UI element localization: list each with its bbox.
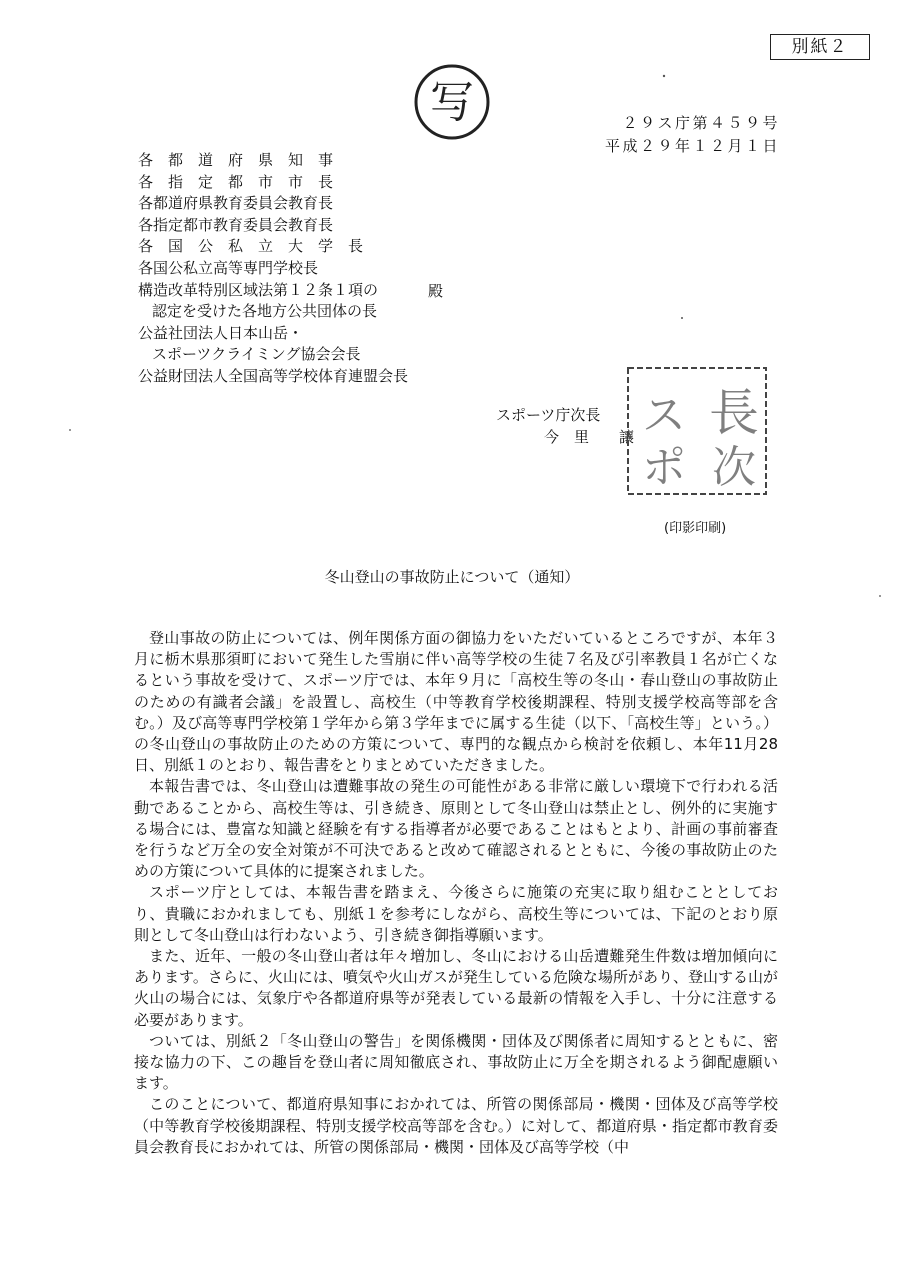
addressee-line: 各 都 道 府 県 知 事 (138, 151, 334, 169)
addressee-line: スポーツクライミング協会会長 (152, 345, 361, 364)
body-paragraph: 本報告書では、冬山登山は遭難事故の発生の可能性がある非常に厳しい環境下で行われる活動であることから、高校生等は、引き続き、原則として冬山登山は禁止とし、例外的に実施する場合には、豊富な知識と経験を有する指導者が必要であることはもとより、計画の事前審査を行うなど万全の安全対策が不可決であると改めて確認されるとともに、今後の事故防止のための方策について具体的に提案されました。 (134, 777, 778, 881)
addressee-line: 各指定都市教育委員会教育長 (138, 215, 334, 234)
addressee-line: 構造改革特別区域法第１２条１項の (138, 280, 379, 299)
addressee-line: 各 指 定 都 市 市 長 (138, 172, 334, 191)
body-paragraph: スポーツ庁としては、本報告書を踏まえ、今後さらに施策の充実に取り組むこととしており、貴職におかれましても、別紙１を参考にしながら、高校生等については、下記のとおり原則として冬山登山は行わないよう、引き続き御指導願います。 (134, 883, 778, 944)
seal-glyph: 次 (712, 442, 756, 493)
honorific: 殿 (428, 282, 444, 300)
seal-print-note: (印影印刷) (664, 521, 727, 536)
round-seal-stamp (412, 62, 492, 142)
sender-block (496, 404, 636, 448)
body-paragraph: 登山事故の防止については、例年関係方面の御協力をいただいているところですが、本年３月に栃木県那須町において発生した雪崩に伴い高等学校の生徒７名及び引率教員１名が亡くなるという事故を受けて、スポーツ庁では、本年９月に「高校生等の冬山・春山登山の事故防止のための有識者会議」を設置し、高校生（中等教育学校後期課程、特別支援学校高等部を含む。）及び高等専門学校第１学年から第３学年までに属する生徒（以下、「高校生等」という。）の冬山登山の事故防止のための方策について、専門的な観点から検討を依頼し、本年11月28日、別紙１のとおり、報告書をとりまとめていただきました。 (134, 629, 778, 775)
round-seal-glyph: 写 (430, 77, 474, 128)
addressee-line: 認定を受けた各地方公共団体の長 (152, 302, 378, 321)
addressee-line: 各 国 公 私 立 大 学 長 (138, 237, 364, 256)
notice-title: 冬山登山の事故防止について（通知） (324, 568, 580, 586)
body-paragraph: このことについて、都道府県知事におかれては、所管の関係部局・機関・団体及び高等学校（中等教育学校後期課程、特別支援学校高等部を含む。）に対して、都道府県・指定都市教育委員会教育長におかれては、所管の関係部局・機関・団体及び高等学校（中 (134, 1095, 778, 1156)
notice-body (134, 628, 778, 1158)
sender-title: スポーツ庁次長 (496, 406, 601, 424)
seal-glyph: ス (642, 390, 686, 441)
sender-name: 今 里 讓 (544, 428, 635, 446)
seal-glyph: 長 (709, 384, 759, 442)
document-number: ２９ス庁第４５９号 (622, 114, 780, 132)
official-seal-stamp (624, 364, 770, 498)
addressee-line: 公益財団法人全国高等学校体育連盟会長 (138, 366, 409, 385)
body-paragraph: ついては、別紙２「冬山登山の警告」を関係機関・団体及び関係者に周知するとともに、密接な協力の下、この趣旨を登山者に周知徹底され、事故防止に万全を期されるよう御配慮願います。 (134, 1031, 778, 1093)
addressee-line: 各都道府県教育委員会教育長 (138, 194, 334, 213)
body-paragraph: また、近年、一般の冬山登山者は年々増加し、冬山における山岳遭難発生件数は増加傾向にあります。さらに、火山には、噴気や火山ガスが発生している危険な場所があり、登山する山が火山の場合には、気象庁や各都道府県等が発表している最新の情報を入手し、十分に注意する必要があります。 (134, 947, 778, 1029)
document-header (605, 112, 780, 158)
addressee-list (138, 150, 458, 388)
annex-label: 別紙２ (770, 34, 870, 60)
document-date: 平成２９年１２月１日 (604, 137, 780, 155)
seal-glyph: ポ (642, 442, 686, 493)
addressee-line: 公益社団法人日本山岳・ (138, 323, 304, 342)
addressee-line: 各国公私立高等専門学校長 (138, 258, 319, 277)
